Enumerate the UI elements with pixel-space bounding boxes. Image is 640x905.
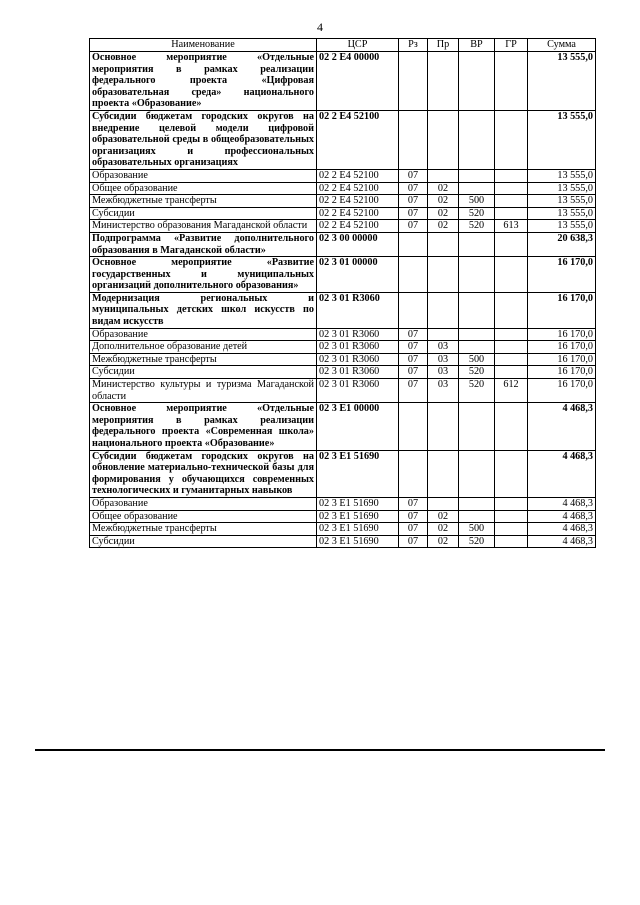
cell-csr: 02 3 E1 51690 [317,497,399,510]
cell-csr: 02 2 E4 52100 [317,169,399,182]
cell-gr [495,52,528,111]
table-row [90,366,596,379]
cell-gr [495,257,528,293]
cell-rz: 07 [399,510,428,523]
cell-sum: 16 170,0 [528,257,596,293]
cell-csr: 02 2 E4 52100 [317,110,399,169]
table-row [90,497,596,510]
cell-csr: 02 3 01 R3060 [317,341,399,354]
cell-pr [428,257,459,293]
cell-csr: 02 3 01 R3060 [317,328,399,341]
cell-vr: 500 [459,195,495,208]
table-row [90,353,596,366]
cell-rz: 07 [399,341,428,354]
cell-vr [459,510,495,523]
cell-gr [495,366,528,379]
header-rz: Рз [399,39,428,52]
cell-gr [495,292,528,328]
cell-sum: 16 170,0 [528,292,596,328]
cell-vr: 520 [459,366,495,379]
cell-rz: 07 [399,366,428,379]
cell-name: Межбюджетные трансферты [90,523,317,536]
cell-sum: 4 468,3 [528,450,596,497]
cell-sum: 13 555,0 [528,182,596,195]
table-row [90,292,596,328]
cell-csr: 02 2 E4 52100 [317,207,399,220]
cell-name: Межбюджетные трансферты [90,195,317,208]
cell-pr [428,328,459,341]
cell-gr [495,207,528,220]
cell-name: Подпрограмма «Развитие дополнительного образования в Магаданской области» [90,232,317,256]
cell-rz: 07 [399,535,428,548]
cell-vr: 500 [459,523,495,536]
cell-gr: 613 [495,220,528,233]
cell-vr [459,182,495,195]
cell-sum: 16 170,0 [528,379,596,403]
cell-name: Образование [90,497,317,510]
cell-pr: 02 [428,182,459,195]
cell-gr [495,169,528,182]
cell-gr [495,523,528,536]
header-pr: Пр [428,39,459,52]
cell-vr [459,232,495,256]
cell-name: Субсидии бюджетам городских округов на обновление материально-технической базы для формирования у обучающихся современных технологических и гуманитарных навыков [90,450,317,497]
cell-sum: 13 555,0 [528,207,596,220]
cell-gr [495,341,528,354]
cell-vr: 520 [459,207,495,220]
table-row [90,220,596,233]
cell-name: Субсидии бюджетам городских округов на внедрение целевой модели цифровой образовательной среды в общеобразовательных организациях и профессиональных образовательных организациях [90,110,317,169]
cell-name: Субсидии [90,366,317,379]
cell-rz [399,52,428,111]
cell-rz [399,292,428,328]
cell-vr [459,169,495,182]
header-gr: ГР [495,39,528,52]
cell-sum: 13 555,0 [528,169,596,182]
budget-table [89,38,596,548]
cell-rz: 07 [399,497,428,510]
cell-vr [459,497,495,510]
cell-vr: 520 [459,535,495,548]
cell-rz: 07 [399,195,428,208]
table-row [90,523,596,536]
cell-pr [428,110,459,169]
cell-rz [399,403,428,450]
cell-vr [459,257,495,293]
table-row [90,257,596,293]
cell-rz [399,110,428,169]
cell-csr: 02 3 E1 51690 [317,523,399,536]
table-row [90,510,596,523]
cell-sum: 4 468,3 [528,497,596,510]
cell-pr: 03 [428,341,459,354]
cell-vr: 520 [459,220,495,233]
header-csr: ЦСР [317,39,399,52]
table-row [90,379,596,403]
table-row [90,341,596,354]
cell-name: Основное мероприятие «Отдельные мероприятия в рамках реализации федерального проекта «Цифровая образовательная среда» национального проекта «Образование» [90,52,317,111]
cell-sum: 4 468,3 [528,403,596,450]
cell-name: Общее образование [90,510,317,523]
table-row [90,403,596,450]
cell-gr [495,535,528,548]
cell-rz: 07 [399,523,428,536]
cell-gr [495,110,528,169]
header-row [90,39,596,52]
table-row [90,195,596,208]
cell-gr [495,182,528,195]
cell-sum: 20 638,3 [528,232,596,256]
header-vr: ВР [459,39,495,52]
cell-rz [399,232,428,256]
cell-csr: 02 3 01 R3060 [317,292,399,328]
cell-pr [428,52,459,111]
cell-pr: 02 [428,207,459,220]
cell-gr [495,195,528,208]
footer-divider [35,749,605,751]
cell-name: Модернизация региональных и муниципальных детских школ искусств по видам искусств [90,292,317,328]
cell-name: Образование [90,328,317,341]
cell-csr: 02 2 E4 52100 [317,220,399,233]
cell-rz [399,257,428,293]
table-row [90,52,596,111]
cell-pr [428,169,459,182]
cell-name: Основное мероприятие «Развитие государственных и муниципальных организаций дополнительного образования» [90,257,317,293]
cell-sum: 4 468,3 [528,510,596,523]
cell-sum: 16 170,0 [528,328,596,341]
cell-pr: 02 [428,535,459,548]
cell-sum: 4 468,3 [528,523,596,536]
cell-sum: 13 555,0 [528,52,596,111]
table-row [90,450,596,497]
cell-pr: 02 [428,220,459,233]
cell-name: Общее образование [90,182,317,195]
cell-vr: 520 [459,379,495,403]
cell-csr: 02 3 E1 51690 [317,450,399,497]
cell-csr: 02 2 E4 52100 [317,195,399,208]
cell-rz [399,450,428,497]
cell-pr: 02 [428,510,459,523]
cell-sum: 13 555,0 [528,110,596,169]
cell-pr [428,497,459,510]
cell-name: Образование [90,169,317,182]
cell-csr: 02 3 01 R3060 [317,353,399,366]
table-row [90,328,596,341]
cell-pr: 03 [428,366,459,379]
cell-pr: 02 [428,195,459,208]
cell-pr [428,292,459,328]
cell-gr [495,510,528,523]
cell-sum: 16 170,0 [528,341,596,354]
cell-gr [495,328,528,341]
header-name: Наименование [90,39,317,52]
cell-gr: 612 [495,379,528,403]
cell-name: Министерство образования Магаданской области [90,220,317,233]
table-row [90,169,596,182]
cell-gr [495,232,528,256]
table-row [90,232,596,256]
cell-sum: 16 170,0 [528,366,596,379]
cell-name: Субсидии [90,535,317,548]
cell-name: Министерство культуры и туризма Магаданской области [90,379,317,403]
table-row [90,110,596,169]
cell-pr [428,232,459,256]
cell-pr [428,450,459,497]
cell-sum: 13 555,0 [528,195,596,208]
cell-csr: 02 3 01 00000 [317,257,399,293]
cell-vr [459,328,495,341]
cell-csr: 02 2 E4 52100 [317,182,399,195]
cell-vr [459,450,495,497]
cell-name: Межбюджетные трансферты [90,353,317,366]
header-sum: Сумма [528,39,596,52]
cell-vr [459,110,495,169]
cell-sum: 13 555,0 [528,220,596,233]
cell-vr [459,292,495,328]
cell-csr: 02 3 E1 00000 [317,403,399,450]
cell-rz: 07 [399,207,428,220]
cell-csr: 02 3 E1 51690 [317,510,399,523]
cell-rz: 07 [399,220,428,233]
cell-pr: 03 [428,379,459,403]
cell-vr: 500 [459,353,495,366]
cell-rz: 07 [399,379,428,403]
table-row [90,182,596,195]
cell-sum: 16 170,0 [528,353,596,366]
cell-vr [459,52,495,111]
cell-rz: 07 [399,353,428,366]
cell-name: Субсидии [90,207,317,220]
cell-gr [495,353,528,366]
cell-gr [495,450,528,497]
cell-gr [495,403,528,450]
cell-sum: 4 468,3 [528,535,596,548]
cell-vr [459,341,495,354]
table-row [90,535,596,548]
cell-rz: 07 [399,328,428,341]
table-row [90,207,596,220]
cell-pr [428,403,459,450]
cell-rz: 07 [399,182,428,195]
cell-csr: 02 3 01 R3060 [317,366,399,379]
cell-csr: 02 3 01 R3060 [317,379,399,403]
cell-csr: 02 3 E1 51690 [317,535,399,548]
cell-csr: 02 2 E4 00000 [317,52,399,111]
cell-name: Дополнительное образование детей [90,341,317,354]
cell-pr: 02 [428,523,459,536]
cell-vr [459,403,495,450]
cell-gr [495,497,528,510]
cell-name: Основное мероприятие «Отдельные мероприятия в рамках реализации федерального проекта «Современная школа» национального проекта «Образование» [90,403,317,450]
page-number: 4 [317,20,323,34]
cell-csr: 02 3 00 00000 [317,232,399,256]
cell-rz: 07 [399,169,428,182]
cell-pr: 03 [428,353,459,366]
